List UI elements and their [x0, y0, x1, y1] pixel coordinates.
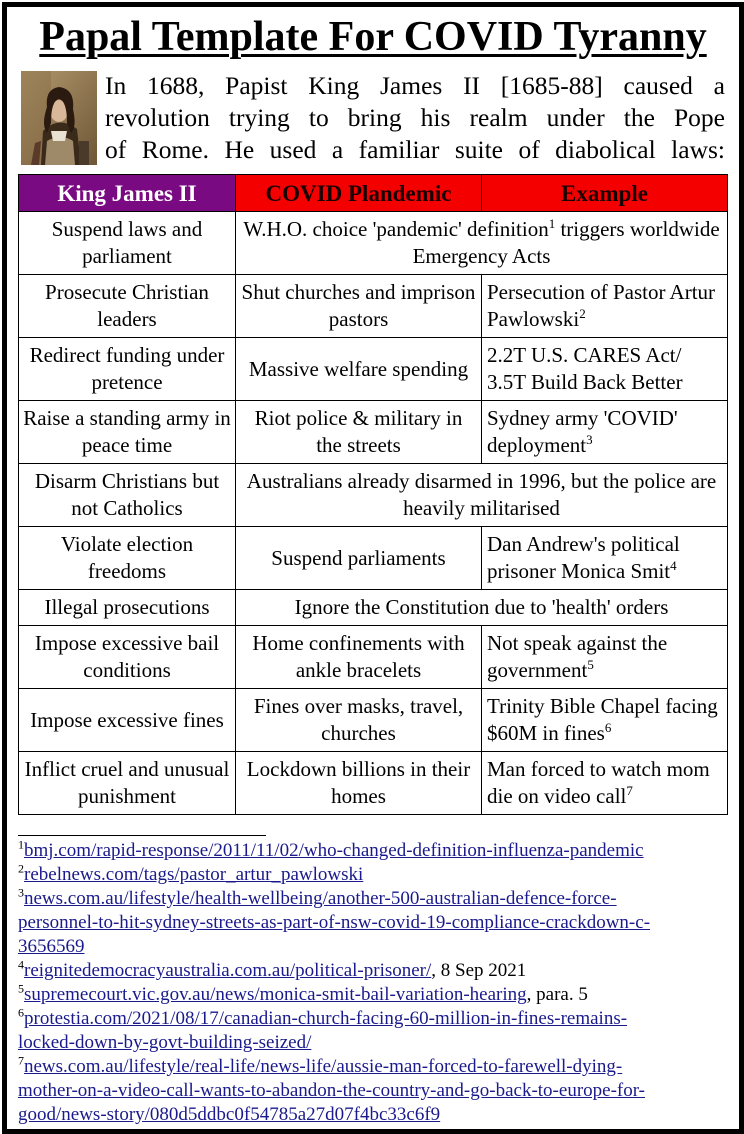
james-cell: Suspend laws and parliament	[19, 212, 236, 275]
james-cell: Raise a standing army in peace time	[19, 401, 236, 464]
example-text: Dan Andrew's political prisoner Monica Smit	[487, 532, 680, 583]
james-cell: Impose excessive fines	[19, 689, 236, 752]
example-cell	[482, 626, 728, 689]
footnote-item	[18, 887, 732, 959]
covid-cell: Lockdown billions in their homes	[236, 752, 482, 815]
footnote-number: 3	[18, 885, 24, 900]
table-row	[19, 752, 728, 815]
table-row	[19, 275, 728, 338]
footnote-ref: 4	[670, 558, 677, 573]
example-cell	[482, 689, 728, 752]
james-cell: Illegal prosecutions	[19, 590, 236, 626]
header-example: Example	[482, 175, 728, 212]
footnote-number: 4	[18, 957, 24, 972]
james-cell: Prosecute Christian leaders	[19, 275, 236, 338]
intro-paragraph	[105, 70, 725, 166]
covid-cell: Shut churches and imprison pastors	[236, 275, 482, 338]
example-text: Not speak against the government	[487, 631, 668, 682]
footnote-ref: 5	[587, 657, 594, 672]
example-cell	[482, 527, 728, 590]
footnote-link-continued[interactable]: locked-down-by-govt-building-seized/	[18, 1032, 312, 1053]
footnote-ref: 7	[626, 783, 633, 798]
page-frame	[2, 2, 744, 1134]
table-row	[19, 590, 728, 626]
footnote-link[interactable]: protestia.com/2021/08/17/canadian-church-facing-60-million-in-fines-remains-	[24, 1008, 628, 1029]
footnote-link[interactable]: bmj.com/rapid-response/2011/11/02/who-changed-definition-influenza-pandemic	[24, 840, 644, 861]
footnote-link[interactable]: news.com.au/lifestyle/real-life/news-life/aussie-man-forced-to-farewell-dying-	[24, 1056, 623, 1077]
footnote-link[interactable]: news.com.au/lifestyle/health-wellbeing/another-500-australian-defence-force-	[24, 888, 617, 909]
footnote-link-continued[interactable]: good/news-story/080d5ddbc0f54785a27d07f4bc33c6f9	[18, 1104, 441, 1125]
covid-cell: Australians already disarmed in 1996, but the police are heavily militarised	[236, 464, 728, 527]
footnote-number: 5	[18, 981, 24, 996]
footnote-number: 7	[18, 1053, 24, 1068]
example-text: Trinity Bible Chapel facing $60M in fines	[487, 694, 718, 745]
table-row	[19, 626, 728, 689]
footnote-item	[18, 863, 732, 887]
james-cell: Disarm Christians but not Catholics	[19, 464, 236, 527]
page-title: Papal Template For COVID Tyranny	[39, 14, 707, 60]
james-cell: Violate election freedoms	[19, 527, 236, 590]
footnote-link[interactable]: supremecourt.vic.gov.au/news/monica-smit-bail-variation-hearing	[24, 984, 527, 1005]
footnote-ref: 1	[548, 216, 556, 231]
footnote-item	[18, 983, 732, 1007]
footnote-link[interactable]: reignitedemocracyaustralia.com.au/political-prisoner/	[24, 960, 432, 981]
covid-cell	[236, 212, 728, 275]
table-row	[19, 401, 728, 464]
footnote-number: 2	[18, 861, 24, 876]
table-row	[19, 338, 728, 401]
footnote-item	[18, 839, 732, 863]
covid-cell: Fines over masks, travel, churches	[236, 689, 482, 752]
covid-text: W.H.O. choice 'pandemic' definition	[243, 217, 549, 241]
covid-text-tail: triggers worldwide Emergency Acts	[412, 217, 720, 268]
footnote-number: 1	[18, 837, 24, 852]
comparison-table	[18, 174, 728, 815]
table-row	[19, 212, 728, 275]
footnotes	[18, 839, 732, 1127]
footnote-ref: 2	[579, 306, 586, 321]
covid-cell: Ignore the Constitution due to 'health' orders	[236, 590, 728, 626]
james-cell: Redirect funding under pretence	[19, 338, 236, 401]
footnote-link[interactable]: rebelnews.com/tags/pastor_artur_pawlowski	[24, 864, 364, 885]
footnote-item	[18, 1007, 732, 1055]
footnote-suffix: , 8 Sep 2021	[431, 960, 527, 981]
example-text: Man forced to watch mom die on video call	[487, 757, 710, 808]
footnote-ref: 6	[604, 720, 612, 735]
footnote-item	[18, 1055, 732, 1127]
header-king-james: King James II	[19, 175, 236, 212]
example-cell	[482, 752, 728, 815]
james-cell: Impose excessive bail conditions	[19, 626, 236, 689]
intro-line: of Rome. He used a familiar suite of diabolical laws:	[105, 135, 725, 164]
covid-cell: Massive welfare spending	[236, 338, 482, 401]
table-row	[19, 527, 728, 590]
covid-cell: Riot police & military in the streets	[236, 401, 482, 464]
footnote-number: 6	[18, 1005, 24, 1020]
intro-line: In 1688, Papist King James II [1685-88] caused a	[105, 71, 725, 100]
king-james-portrait	[21, 71, 97, 165]
example-cell	[482, 275, 728, 338]
table-row	[19, 689, 728, 752]
footnote-item	[18, 959, 732, 983]
footnote-link-continued[interactable]: mother-on-a-video-call-wants-to-abandon-the-country-and-go-back-to-europe-for-	[18, 1080, 646, 1101]
covid-cell: Suspend parliaments	[236, 527, 482, 590]
footnote-link-continued[interactable]: personnel-to-hit-sydney-streets-as-part-of-nsw-covid-19-compliance-crackdown-c-	[18, 912, 651, 933]
footnote-ref: 3	[586, 432, 593, 447]
table-row	[19, 464, 728, 527]
intro-line: revolution trying to bring his realm under the Pope	[105, 103, 725, 132]
example-text: Sydney army 'COVID' deployment	[487, 406, 678, 457]
example-text: Persecution of Pastor Artur Pawlowski	[487, 280, 716, 331]
footnote-link-continued[interactable]: 3656569	[18, 936, 85, 957]
footnote-divider	[18, 835, 266, 836]
james-cell: Inflict cruel and unusual punishment	[19, 752, 236, 815]
covid-cell: Home confinements with ankle bracelets	[236, 626, 482, 689]
example-cell: 2.2T U.S. CARES Act/ 3.5T Build Back Better	[482, 338, 728, 401]
footnote-suffix: , para. 5	[526, 984, 588, 1005]
header-covid-plandemic: COVID Plandemic	[236, 175, 482, 212]
table-header-row	[19, 175, 728, 212]
example-cell	[482, 401, 728, 464]
